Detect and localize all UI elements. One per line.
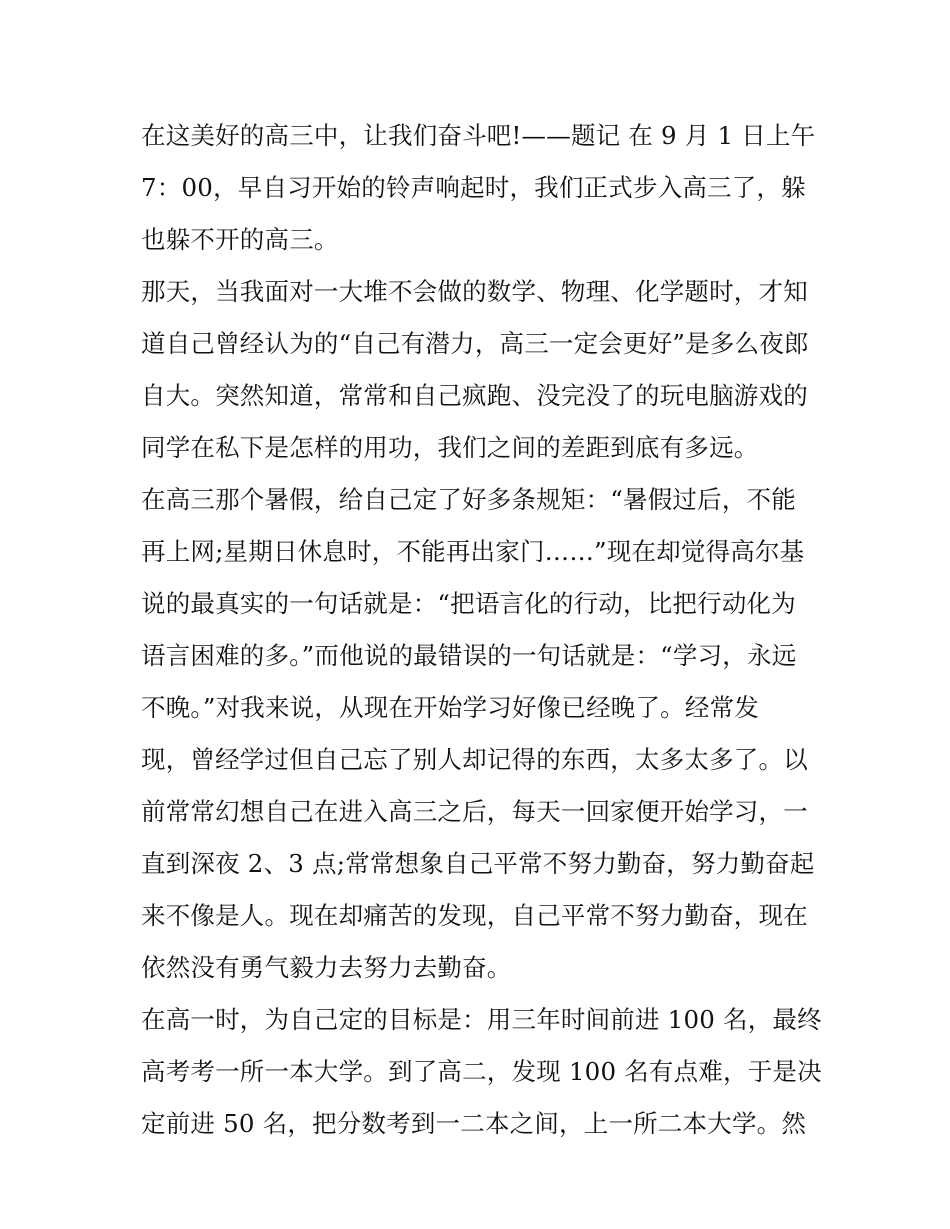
document-body xyxy=(141,110,821,1150)
text-line: 高考考一所一本大学。到了高二，发现 100 名有点难，于是决 xyxy=(141,1057,822,1086)
text-line: 那天，当我面对一大堆不会做的数学、物理、化学题时，才知 xyxy=(141,277,808,306)
text-line: 同学在私下是怎样的用功，我们之间的差距到底有多远。 xyxy=(141,433,759,462)
text-line: 7：00，早自习开始的铃声响起时，我们正式步入高三了，躲 xyxy=(141,173,806,202)
text-line: 再上网;星期日休息时，不能再出家门……”现在却觉得高尔基 xyxy=(141,537,805,566)
text-line: 定前进 50 名，把分数考到一二本之间，上一所二本大学。然 xyxy=(141,1109,807,1138)
text-line: 在高三那个暑假，给自己定了好多条规矩：“暑假过后，不能 xyxy=(141,485,796,514)
text-line: 直到深夜 2、3 点;常常想象自己平常不努力勤奋，努力勤奋起 xyxy=(141,849,815,878)
text-line: 在高一时，为自己定的目标是：用三年时间前进 100 名，最终 xyxy=(141,1005,822,1034)
text-line: 语言困难的多。”而他说的最错误的一句话就是：“学习，永远 xyxy=(141,641,797,670)
text-line: 在这美好的高三中，让我们奋斗吧!——题记 在 9 月 1 日上午 xyxy=(141,121,816,150)
text-line: 前常常幻想自己在进入高三之后，每天一回家便开始学习，一 xyxy=(141,797,808,826)
text-line: 依然没有勇气毅力去努力去勤奋。 xyxy=(141,953,512,982)
text-line: 说的最真实的一句话就是：“把语言化的行动，比把行动化为 xyxy=(141,589,796,618)
text-line: 不晚。”对我来说，从现在开始学习好像已经晚了。经常发 xyxy=(141,693,759,722)
text-line: 现，曾经学过但自己忘了别人却记得的东西，太多太多了。以 xyxy=(141,745,808,774)
text-line: 也躲不开的高三。 xyxy=(141,225,339,254)
text-line: 来不像是人。现在却痛苦的发现，自己平常不努力勤奋，现在 xyxy=(141,901,808,930)
text-line: 自大。突然知道，常常和自己疯跑、没完没了的玩电脑游戏的 xyxy=(141,381,808,410)
text-line: 道自己曾经认为的“自己有潜力，高三一定会更好”是多么夜郎 xyxy=(141,329,809,358)
